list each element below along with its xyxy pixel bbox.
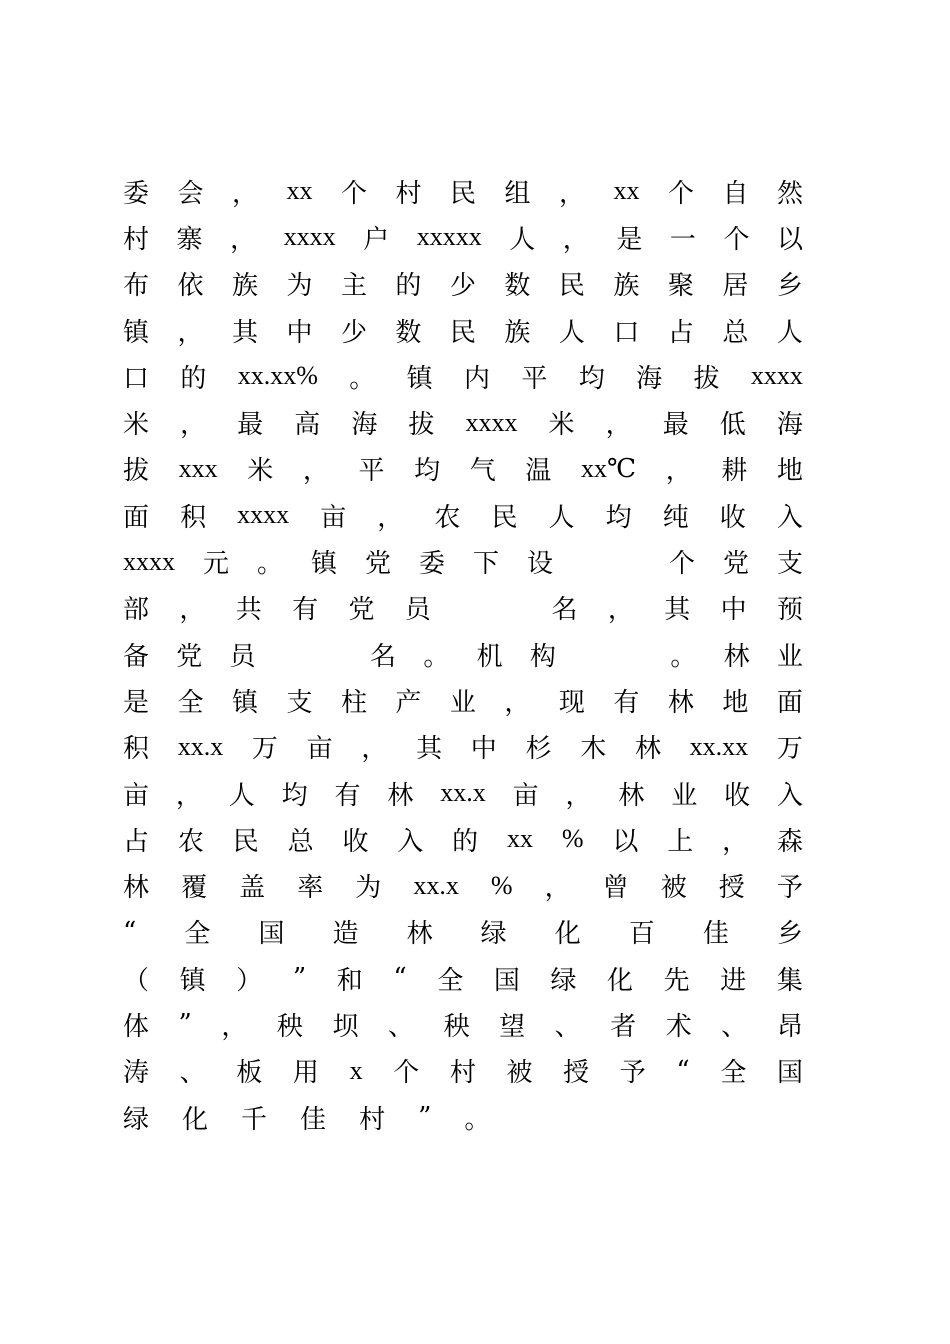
text-token: 板 <box>236 1058 263 1089</box>
text-token: 收 <box>719 502 746 533</box>
text-token: 海 <box>351 410 378 441</box>
text-token: 低 <box>719 410 746 441</box>
text-token: 盖 <box>239 873 266 904</box>
text-token: 最 <box>662 410 689 441</box>
text-token: 米 <box>247 456 274 487</box>
text-token: 国 <box>493 965 520 996</box>
text-token: 委 <box>123 178 150 209</box>
text-token: % <box>561 824 584 854</box>
text-token: 元 <box>202 549 229 580</box>
text-token: 者 <box>610 1011 637 1042</box>
text-token: ” <box>418 1102 432 1133</box>
text-token: 少 <box>449 271 476 302</box>
text-token: 进 <box>720 965 747 996</box>
text-token: 林 <box>618 780 645 811</box>
text-token: xx <box>507 824 534 854</box>
text-token: 党 <box>348 595 375 626</box>
text-token: 全 <box>184 919 211 950</box>
text-token: 曾 <box>602 873 629 904</box>
text-token: 人 <box>558 317 585 348</box>
text-token: 镇 <box>123 317 150 348</box>
text-token: 上 <box>667 826 694 857</box>
text-token: 拔 <box>408 410 435 441</box>
text-token: 亩 <box>306 734 333 765</box>
text-token: 国 <box>776 1058 803 1089</box>
text-line <box>123 585 803 631</box>
text-token: ， <box>504 687 531 718</box>
text-token: 人 <box>509 224 536 255</box>
text-token: 内 <box>464 363 491 394</box>
text-token: ” <box>292 963 307 994</box>
text-token: 平 <box>358 456 385 487</box>
text-token: 总 <box>287 826 314 857</box>
text-token: 员 <box>229 641 256 672</box>
text-token: 个 <box>723 224 750 255</box>
text-token: 其 <box>231 317 258 348</box>
text-token: 党 <box>722 549 749 580</box>
text-token: 涛 <box>123 1058 150 1089</box>
text-token: 以 <box>776 224 803 255</box>
text-token: 柱 <box>340 687 367 718</box>
text-token: xxx <box>178 453 218 483</box>
text-line <box>123 909 803 955</box>
text-token: xxxx <box>465 407 518 437</box>
text-token: 均 <box>414 456 441 487</box>
text-token: 和 <box>336 965 363 996</box>
text-token: 支 <box>286 687 313 718</box>
text-line <box>123 353 803 399</box>
text-token: 组 <box>504 178 531 209</box>
text-token: “ <box>676 1055 690 1086</box>
text-token: 村 <box>359 1104 386 1135</box>
text-token: 族 <box>504 317 531 348</box>
text-token: 以 <box>612 826 639 857</box>
text-token: ， <box>377 502 404 533</box>
text-token: 业 <box>671 780 698 811</box>
text-token: xx <box>613 176 640 206</box>
text-line <box>123 168 803 214</box>
text-token: 会 <box>177 178 204 209</box>
text-token: 均 <box>281 780 308 811</box>
text-line <box>123 770 803 816</box>
text-token: 。 <box>423 641 450 672</box>
text-line <box>123 1094 803 1140</box>
text-token: 全 <box>720 1058 747 1089</box>
text-token: 林 <box>123 873 150 904</box>
text-token: 全 <box>437 965 464 996</box>
text-token: xx.x <box>413 870 459 900</box>
text-token: 中 <box>286 317 313 348</box>
text-token: 支 <box>776 549 803 580</box>
text-token: 坝 <box>332 1011 359 1042</box>
text-token: 数 <box>504 271 531 302</box>
text-line <box>123 446 803 492</box>
text-token: 高 <box>294 410 321 441</box>
text-token: 气 <box>469 456 496 487</box>
text-token: 为 <box>355 873 382 904</box>
text-line <box>123 862 803 908</box>
text-token: 造 <box>332 919 359 950</box>
text-line <box>123 214 803 260</box>
text-token: 森 <box>776 826 803 857</box>
text-token: 口 <box>613 317 640 348</box>
text-token: 绿 <box>480 919 507 950</box>
text-token: 积 <box>123 734 150 765</box>
text-token: ， <box>607 595 634 626</box>
text-token: 予 <box>776 873 803 904</box>
text-token: 个 <box>667 178 694 209</box>
text-token: 地 <box>776 456 803 487</box>
text-token: 化 <box>554 919 581 950</box>
text-line <box>123 492 803 538</box>
text-token: 现 <box>558 687 585 718</box>
text-token: 族 <box>613 271 640 302</box>
text-token: 名 <box>370 641 397 672</box>
text-token: 予 <box>619 1058 646 1089</box>
text-token: 率 <box>297 873 324 904</box>
text-token: 个 <box>393 1058 420 1089</box>
text-token: 亩 <box>512 780 539 811</box>
text-token: 的 <box>180 363 207 394</box>
text-token: 国 <box>258 919 285 950</box>
text-token: 平 <box>521 363 548 394</box>
text-line <box>123 307 803 353</box>
text-token: 最 <box>237 410 264 441</box>
text-token: 中 <box>720 595 747 626</box>
text-token: 布 <box>123 271 150 302</box>
text-token: 面 <box>776 687 803 718</box>
text-token: ， <box>361 734 388 765</box>
text-token: 覆 <box>181 873 208 904</box>
text-token: 耕 <box>721 456 748 487</box>
text-token: 望 <box>499 1011 526 1042</box>
text-token: 百 <box>628 919 655 950</box>
text-token: 口 <box>123 363 150 394</box>
text-token: 然 <box>776 178 803 209</box>
text-token: xxxxx <box>416 222 482 252</box>
text-token: 部 <box>123 595 150 626</box>
text-token: 全 <box>177 687 204 718</box>
text-token: 一 <box>669 224 696 255</box>
text-token: 少 <box>340 317 367 348</box>
text-token: 员 <box>404 595 431 626</box>
text-token: 自 <box>722 178 749 209</box>
text-token: 林 <box>406 919 433 950</box>
text-token: xxxx <box>283 222 336 252</box>
text-line <box>123 261 803 307</box>
text-token: x <box>349 1055 363 1085</box>
text-line <box>123 631 803 677</box>
text-token: 镇 <box>406 363 433 394</box>
text-token: ， <box>562 224 589 255</box>
text-token: 入 <box>397 826 424 857</box>
text-token: 万 <box>776 734 803 765</box>
text-token: ， <box>177 317 204 348</box>
text-token: 。 <box>349 363 376 394</box>
text-token: xx <box>286 176 313 206</box>
text-token: 村 <box>449 1058 476 1089</box>
text-token: “ <box>123 916 137 947</box>
text-token: 镇 <box>179 965 206 996</box>
text-token: ， <box>565 780 592 811</box>
text-token: 、 <box>388 1011 415 1042</box>
text-token: ， <box>232 178 259 209</box>
text-token: 入 <box>776 502 803 533</box>
text-token: 总 <box>722 317 749 348</box>
text-token: 人 <box>548 502 575 533</box>
text-token: 构 <box>529 641 556 672</box>
text-token: 秧 <box>443 1011 470 1042</box>
text-token: 委 <box>418 549 445 580</box>
body-paragraph <box>123 168 803 1140</box>
text-token: ， <box>558 178 585 209</box>
text-token: 海 <box>776 410 803 441</box>
text-token: 万 <box>251 734 278 765</box>
text-token: 化 <box>182 1104 209 1135</box>
text-token: xx℃ <box>580 453 637 483</box>
text-token: 亩 <box>320 502 347 533</box>
text-token: 村 <box>123 224 150 255</box>
text-token: 农 <box>177 826 204 857</box>
text-token: 千 <box>241 1104 268 1135</box>
text-token: 被 <box>506 1058 533 1089</box>
text-token: 为 <box>286 271 313 302</box>
text-token: 术 <box>665 1011 692 1042</box>
text-token: 。 <box>670 641 697 672</box>
text-token: 绿 <box>550 965 577 996</box>
text-token: 民 <box>449 178 476 209</box>
text-token: 面 <box>123 502 150 533</box>
text-token: 有 <box>334 780 361 811</box>
text-token: 是 <box>616 224 643 255</box>
text-token: 授 <box>563 1058 590 1089</box>
text-token: ， <box>179 595 206 626</box>
text-token: ， <box>230 224 257 255</box>
text-token: 授 <box>718 873 745 904</box>
text-token: 佳 <box>300 1104 327 1135</box>
text-token: ， <box>302 456 329 487</box>
text-token: 乡 <box>776 919 803 950</box>
text-token: 中 <box>470 734 497 765</box>
text-token: 。 <box>256 549 283 580</box>
text-token: % <box>490 870 513 900</box>
text-token: 其 <box>416 734 443 765</box>
text-token: 村 <box>395 178 422 209</box>
text-token: 党 <box>176 641 203 672</box>
text-token: 居 <box>722 271 749 302</box>
text-line <box>123 816 803 862</box>
text-token: ， <box>665 456 692 487</box>
text-token: 民 <box>232 826 259 857</box>
text-token: 农 <box>434 502 461 533</box>
text-token: 被 <box>660 873 687 904</box>
text-token: 人 <box>228 780 255 811</box>
text-token: 民 <box>491 502 518 533</box>
text-token: 产 <box>395 687 422 718</box>
text-token: “ <box>393 963 407 994</box>
text-token: xx.xx <box>689 731 749 761</box>
text-token: xxxx <box>750 361 803 391</box>
text-line <box>123 955 803 1001</box>
text-token: 业 <box>449 687 476 718</box>
text-token: 民 <box>558 271 585 302</box>
text-line <box>123 1001 803 1047</box>
text-token: 积 <box>180 502 207 533</box>
text-token: 收 <box>724 780 751 811</box>
text-token: 乡 <box>776 271 803 302</box>
text-line <box>123 399 803 445</box>
text-token: 预 <box>776 595 803 626</box>
text-token: 业 <box>776 641 803 672</box>
text-token: 温 <box>525 456 552 487</box>
text-token: 林 <box>723 641 750 672</box>
text-token: 化 <box>607 965 634 996</box>
text-token: （ <box>123 965 150 996</box>
text-token: ， <box>605 410 632 441</box>
text-token: 入 <box>776 780 803 811</box>
text-token: ” <box>178 1009 192 1040</box>
text-token: 个 <box>340 178 367 209</box>
text-token: 林 <box>634 734 661 765</box>
text-token: 党 <box>364 549 391 580</box>
text-token: 有 <box>613 687 640 718</box>
text-token: xx.x <box>440 778 486 807</box>
text-token: 寨 <box>176 224 203 255</box>
text-token: 拔 <box>123 456 150 487</box>
text-token: 聚 <box>667 271 694 302</box>
text-token: 绿 <box>123 1104 150 1135</box>
text-token: ， <box>180 410 207 441</box>
text-token: 民 <box>449 317 476 348</box>
text-token: 下 <box>472 549 499 580</box>
text-token: 依 <box>177 271 204 302</box>
text-token: 。 <box>464 1104 491 1135</box>
text-token: 个 <box>668 549 695 580</box>
text-token: ， <box>544 873 571 904</box>
text-token: 备 <box>123 641 150 672</box>
text-line <box>123 1048 803 1094</box>
text-token: 、 <box>179 1058 206 1089</box>
text-token: ， <box>175 780 202 811</box>
text-token: 拔 <box>693 363 720 394</box>
text-token: 秧 <box>276 1011 303 1042</box>
text-token: 占 <box>123 826 150 857</box>
text-token: 均 <box>578 363 605 394</box>
text-token: 占 <box>667 317 694 348</box>
text-token: 设 <box>526 549 553 580</box>
text-token: 林 <box>387 780 414 811</box>
text-token: ） <box>236 965 263 996</box>
text-token: xx.xx% <box>237 361 318 391</box>
text-line <box>123 724 803 770</box>
text-line <box>123 538 803 584</box>
text-token: 族 <box>231 271 258 302</box>
text-token: 木 <box>580 734 607 765</box>
text-token: 杉 <box>525 734 552 765</box>
text-token: xxxx <box>123 546 175 576</box>
text-token: 数 <box>395 317 422 348</box>
text-token: 海 <box>636 363 663 394</box>
text-token: 地 <box>722 687 749 718</box>
text-token: 的 <box>395 271 422 302</box>
text-token: 有 <box>292 595 319 626</box>
text-token: 的 <box>452 826 479 857</box>
text-token: 亩 <box>123 780 150 811</box>
text-token: 主 <box>340 271 367 302</box>
text-token: 佳 <box>702 919 729 950</box>
text-token: 米 <box>548 410 575 441</box>
text-token: 均 <box>605 502 632 533</box>
text-token: ， <box>221 1011 248 1042</box>
text-token: 昂 <box>776 1011 803 1042</box>
text-token: 体 <box>123 1011 150 1042</box>
text-token: xx.x <box>177 731 224 761</box>
text-token: 、 <box>554 1011 581 1042</box>
text-token: 其 <box>664 595 691 626</box>
text-token: 人 <box>776 317 803 348</box>
text-token: 收 <box>342 826 369 857</box>
text-token: 用 <box>292 1058 319 1089</box>
text-token: ， <box>722 826 749 857</box>
text-token: 先 <box>663 965 690 996</box>
text-line <box>123 677 803 723</box>
text-token: 户 <box>363 224 390 255</box>
text-token: 米 <box>123 410 150 441</box>
text-token: 纯 <box>662 502 689 533</box>
text-token: 机 <box>476 641 503 672</box>
text-token: 、 <box>721 1011 748 1042</box>
text-token: 林 <box>667 687 694 718</box>
text-token: 名 <box>551 595 578 626</box>
text-token: xxxx <box>237 500 290 530</box>
text-token: 共 <box>235 595 262 626</box>
text-token: 集 <box>776 965 803 996</box>
text-token: 镇 <box>310 549 337 580</box>
text-token: 是 <box>123 687 150 718</box>
text-token: 镇 <box>231 687 258 718</box>
